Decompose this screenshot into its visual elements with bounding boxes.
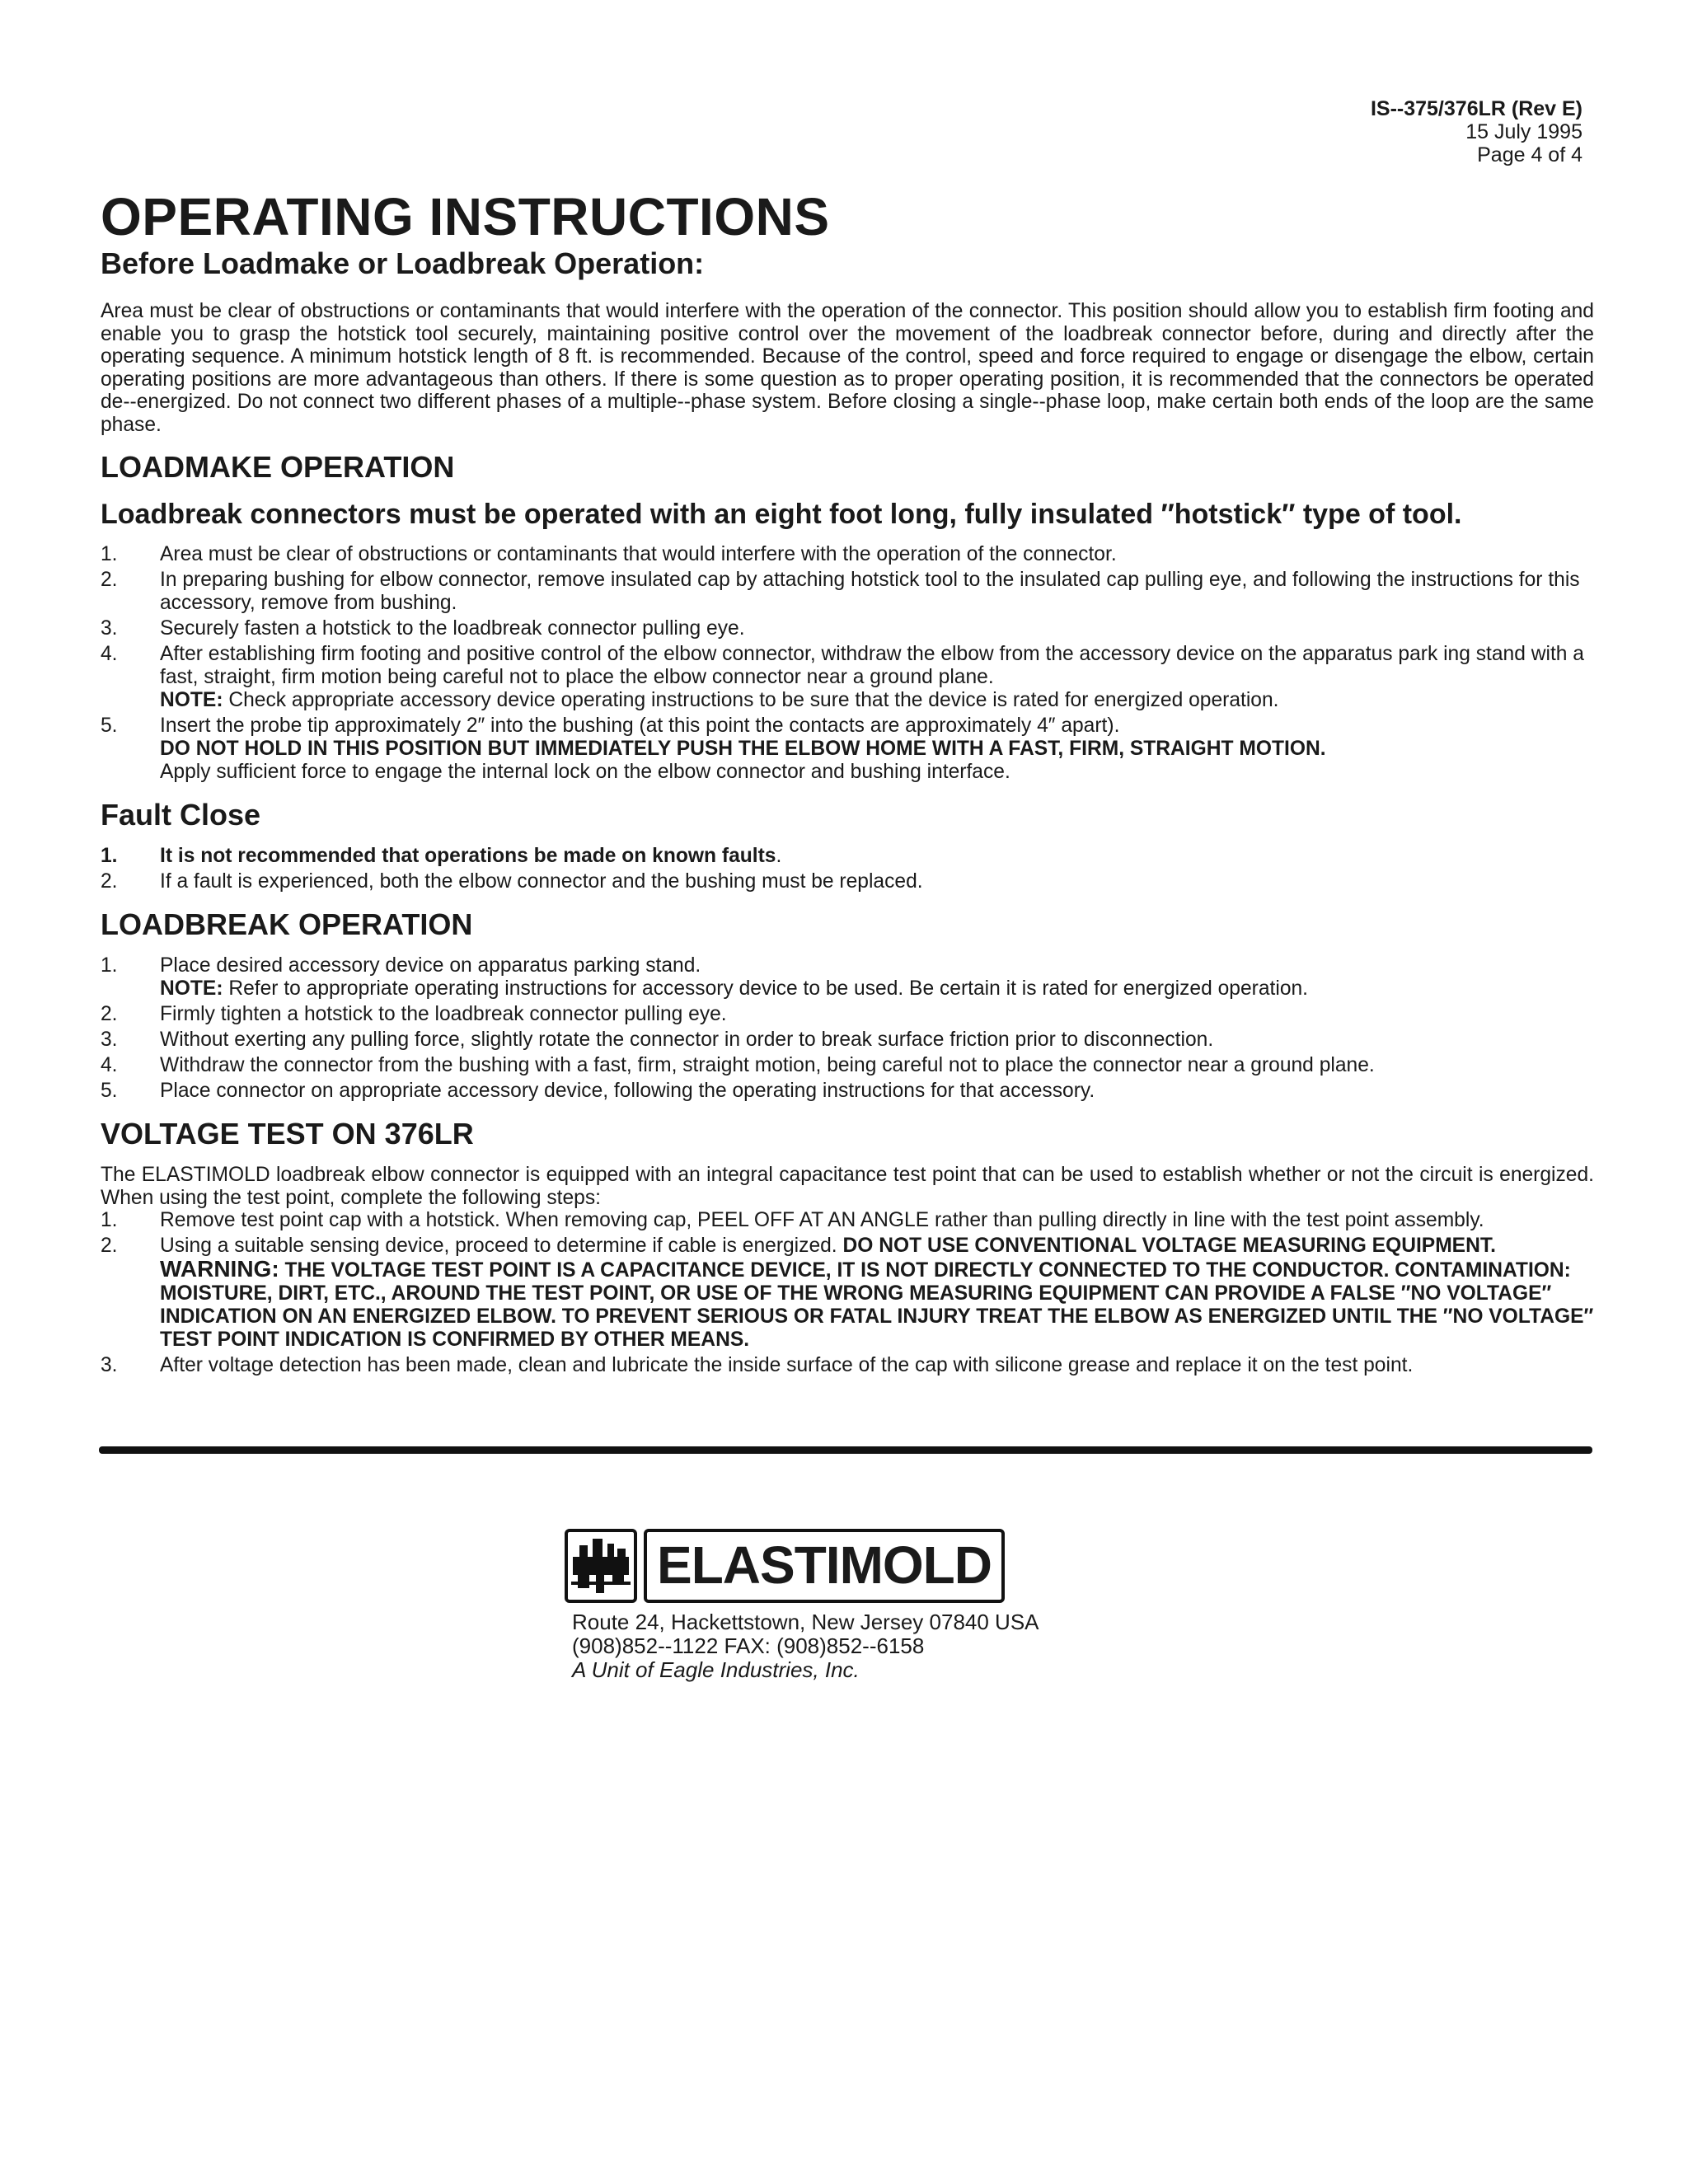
fault-close-heading: Fault Close [101,798,261,832]
loadbreak-steps [101,954,1594,1103]
list-item [101,1080,1594,1103]
step-number: 1. [101,845,118,867]
page-number: Page 4 of 4 [1477,143,1582,166]
step-text: Place desired accessory device on apparatus parking stand. [160,954,701,977]
hotstick-warning: Loadbreak connectors must be operated with an eight foot long, fully insulated ″hotstick″ type of tool. [101,499,1462,530]
phone-fax-line: (908)852--1122 FAX: (908)852--6158 [572,1633,925,1658]
voltage-test-intro: The ELASTIMOLD loadbreak elbow connector is equipped with an integral capacitance test point that can be used to establish whether or not the circuit is energized. When using the test point, complete the following steps: [101,1164,1594,1209]
list-item [101,1003,1594,1026]
list-item [101,715,1594,784]
parent-company-line: A Unit of Eagle Industries, Inc. [572,1657,860,1682]
list-item [101,543,1594,566]
step-text: Without exerting any pulling force, slightly rotate the connector in order to break surface friction prior to disconnection. [160,1029,1214,1051]
main-content [101,188,1594,1380]
list-item [101,617,1594,640]
list-item [101,870,1594,893]
list-item [101,1054,1594,1077]
step-number: 2. [101,1235,118,1257]
step-number: 3. [101,1029,118,1051]
warning-text: THE VOLTAGE TEST POINT IS A CAPACITANCE DEVICE, IT IS NOT DIRECTLY CONNECTED TO THE CONDUCTOR. CONTAMINATION: MOISTURE, DIRT, ETC., AROUND THE TEST POINT, OR USE OF THE WRONG MEASURING EQUIPMENT CAN PROVIDE A FALSE ″NO VOLTAGE″ INDICATION ON AN ENERGIZED ELBOW. TO PREVENT SERIOUS OR FATAL INJURY TREAT THE ELBOW AS ENERGIZED UNTIL THE ″NO VOLTAGE″ TEST POINT INDICATION IS CONFIRMED BY OTHER MEANS. [160,1259,1594,1351]
step-text: Apply sufficient force to engage the internal lock on the elbow connector and bushing interface. [160,761,1010,783]
step-number: 3. [101,617,118,640]
loadmake-heading: LOADMAKE OPERATION [101,450,455,484]
step-text: After establishing firm footing and positive control of the elbow connector, withdraw the elbow from the accessory device on the apparatus park ing stand with a fast, straight, firm motion being careful not to place the elbow connector near a ground plane. [160,643,1584,688]
document-header [1371,97,1582,166]
step-number: 2. [101,870,118,893]
fault-close-steps [101,845,1594,893]
step-emphasis: DO NOT HOLD IN THIS POSITION BUT IMMEDIATELY PUSH THE ELBOW HOME WITH A FAST, FIRM, STRAIGHT MOTION. [160,738,1326,760]
step-number: 4. [101,1054,118,1076]
warning-label: WARNING: [160,1256,279,1282]
list-item [101,1354,1594,1377]
step-number: 2. [101,1003,118,1025]
step-number: 1. [101,954,118,977]
company-logo [565,1529,1005,1603]
elastimold-emblem-icon [565,1529,637,1603]
voltage-test-heading: VOLTAGE TEST ON 376LR [101,1117,474,1151]
step-emphasis: DO NOT USE CONVENTIONAL VOLTAGE MEASURING EQUIPMENT. [842,1235,1496,1257]
step-text: It is not recommended that operations be made on known faults [160,845,776,867]
step-text: Place connector on appropriate accessory device, following the operating instructions for that accessory. [160,1080,1095,1102]
step-number: 3. [101,1354,118,1376]
step-text: Withdraw the connector from the bushing with a fast, firm, straight motion, being careful not to place the connector near a ground plane. [160,1054,1375,1076]
step-text: Remove test point cap with a hotstick. When removing cap, PEEL OFF AT AN ANGLE rather than pulling directly in line with the test point assembly. [160,1209,1484,1231]
company-address [572,1610,1039,1682]
step-text: Securely fasten a hotstick to the loadbreak connector pulling eye. [160,617,745,640]
step-text: Area must be clear of obstructions or contaminants that would interfere with the operation of the connector. [160,543,1117,565]
step-number: 5. [101,1080,118,1102]
step-text: If a fault is experienced, both the elbow connector and the bushing must be replaced. [160,870,923,893]
step-text-tail: . [776,845,782,867]
step-text: In preparing bushing for elbow connector, remove insulated cap by attaching hotstick tool to the insulated cap pulling eye, and following the instructions for this accessory, remove from bushing. [160,569,1580,614]
list-item [101,1209,1594,1232]
list-item [101,1235,1594,1352]
step-number: 2. [101,569,118,591]
note-label: NOTE: [160,689,223,711]
logo-wordmark: ELASTIMOLD [644,1529,1005,1603]
intro-paragraph: Area must be clear of obstructions or contaminants that would interfere with the operation of the connector. This position should allow you to establish firm footing and enable you to grasp the hotstick tool securely, maintaining positive control over the movement of the loadbreak connector before, during and directly after the operating sequence. A minimum hotstick length of 8 ft. is recommended. Because of the control, speed and force required to engage or disengage the elbow, certain operating positions are more advantageous than others. If there is some question as to proper operating position, it is recommended that the connectors be operated de--energized. Do not connect two different phases of a multiple--phase system. Before closing a single--phase loop, make certain both ends of the loop are the same phase. [101,300,1594,436]
section-divider [99,1446,1592,1454]
page-title: OPERATING INSTRUCTIONS [101,187,830,246]
list-item [101,643,1594,712]
note-text: Check appropriate accessory device operating instructions to be sure that the device is rated for energized operation. [223,689,1279,711]
address-line: Route 24, Hackettstown, New Jersey 07840 USA [572,1610,1039,1634]
step-text: Insert the probe tip approximately 2″ into the bushing (at this point the contacts are approximately 4″ apart). [160,715,1120,737]
page-subtitle: Before Loadmake or Loadbreak Operation: [101,246,705,280]
list-item [101,1029,1594,1052]
step-number: 5. [101,715,118,737]
loadmake-steps [101,543,1594,784]
step-text: After voltage detection has been made, clean and lubricate the inside surface of the cap with silicone grease and replace it on the test point. [160,1354,1414,1376]
note-text: Refer to appropriate operating instructions for accessory device to be used. Be certain it is rated for energized operation. [223,977,1309,1000]
step-text: Firmly tighten a hotstick to the loadbreak connector pulling eye. [160,1003,727,1025]
step-number: 4. [101,643,118,665]
list-item [101,954,1594,1001]
document-id: IS--375/376LR (Rev E) [1370,97,1582,120]
document-date: 15 July 1995 [1465,120,1582,143]
list-item [101,569,1594,615]
step-number: 1. [101,543,118,565]
note-label: NOTE: [160,977,223,1000]
step-number: 1. [101,1209,118,1231]
elastimold-emblem-graphic [568,1532,634,1600]
step-text: Using a suitable sensing device, proceed to determine if cable is energized. [160,1235,843,1257]
list-item [101,845,1594,868]
voltage-test-steps [101,1209,1594,1377]
loadbreak-heading: LOADBREAK OPERATION [101,907,473,941]
